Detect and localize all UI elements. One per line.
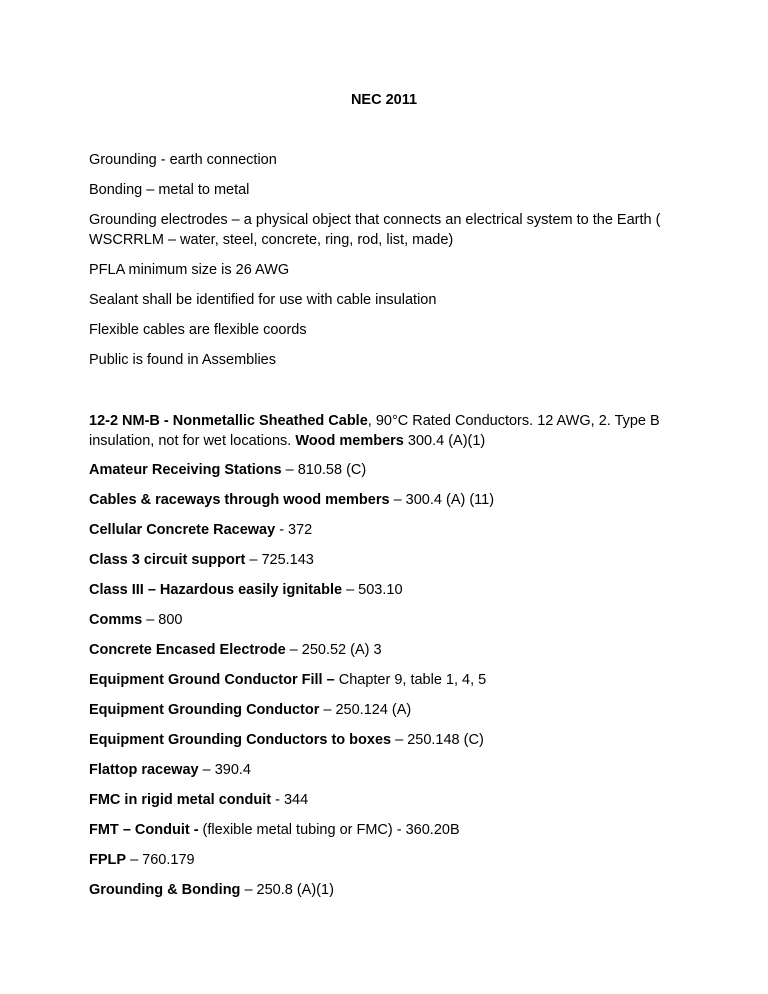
index-entry xyxy=(89,520,689,540)
index-entry xyxy=(89,730,689,750)
index-entry xyxy=(89,580,689,600)
note-line: Flexible cables are flexible coords xyxy=(89,322,307,338)
entry-reference: – 503.10 xyxy=(342,582,403,598)
note-line: Public is found in Assemblies xyxy=(89,352,276,368)
entry-term: Equipment Grounding Conductor xyxy=(89,702,320,718)
entry-term: Equipment Ground Conductor Fill – xyxy=(89,672,335,688)
entry-term: Wood members xyxy=(295,433,404,449)
entry-term: 12-2 NM-B - Nonmetallic Sheathed Cable xyxy=(89,413,368,429)
entry-reference: 300.4 (A)(1) xyxy=(403,433,486,449)
entry-reference: – 250.52 (A) 3 xyxy=(285,642,382,658)
index-entry xyxy=(89,850,689,870)
entry-term: Comms xyxy=(89,612,143,628)
note-line: Sealant shall be identified for use with cable insulation xyxy=(89,292,437,308)
entry-reference: - 344 xyxy=(271,792,309,808)
entry-term: Cellular Concrete Raceway xyxy=(89,522,276,538)
entry-term: Amateur Receiving Stations xyxy=(89,462,282,478)
index-entry xyxy=(89,880,689,900)
entry-term: FMT – Conduit - xyxy=(89,822,199,838)
index-entry xyxy=(89,700,689,720)
entry-reference: – 760.179 xyxy=(126,852,195,868)
note-line: Grounding electrodes – a physical object that connects an electrical system to the Earth ( WSCRRLM – water, steel, concrete, ring, rod, list, made) xyxy=(89,212,661,248)
entry-reference: – 250.148 (C) xyxy=(391,732,484,748)
entry-detail: , 90°C Rated Conductors. 12 AWG, 2. Type B insulation, not for wet locations. xyxy=(89,413,660,449)
document-title: NEC 2011 xyxy=(350,92,418,108)
entry-term: Grounding & Bonding xyxy=(89,882,241,898)
note-line: Bonding – metal to metal xyxy=(89,182,250,198)
entry-reference: – 390.4 xyxy=(198,762,252,778)
entry-term: Concrete Encased Electrode xyxy=(89,642,286,658)
entry-reference: – 800 xyxy=(142,612,183,628)
index-entry xyxy=(89,550,689,570)
entry-reference: – 810.58 (C) xyxy=(281,462,367,478)
entry-reference: – 250.8 (A)(1) xyxy=(240,882,334,898)
entry-reference: – 300.4 (A) (11) xyxy=(389,492,495,508)
entry-reference: (flexible metal tubing or FMC) - 360.20B xyxy=(198,822,460,838)
entry-reference: – 250.124 (A) xyxy=(319,702,412,718)
entry-term: Class 3 circuit support xyxy=(89,552,246,568)
index-entry xyxy=(89,670,689,690)
index-entry xyxy=(89,820,689,840)
index-entry xyxy=(89,640,689,660)
index-entry xyxy=(89,760,689,780)
index-entry xyxy=(89,460,689,480)
entry-term: Cables & raceways through wood members xyxy=(89,492,390,508)
entry-reference: Chapter 9, table 1, 4, 5 xyxy=(334,672,487,688)
entry-term: Class III – Hazardous easily ignitable xyxy=(89,582,343,598)
note-line: PFLA minimum size is 26 AWG xyxy=(89,262,290,278)
entry-term: FPLP xyxy=(89,852,127,868)
index-entry xyxy=(89,411,679,451)
entry-term: FMC in rigid metal conduit xyxy=(89,792,272,808)
entry-term: Equipment Grounding Conductors to boxes xyxy=(89,732,392,748)
entry-reference: – 725.143 xyxy=(245,552,314,568)
index-entry xyxy=(89,490,689,510)
note-line: Grounding - earth connection xyxy=(89,152,277,168)
index-entry xyxy=(89,790,689,810)
entry-term: Flattop raceway xyxy=(89,762,199,778)
entry-reference: - 372 xyxy=(275,522,313,538)
index-entry xyxy=(89,610,689,630)
